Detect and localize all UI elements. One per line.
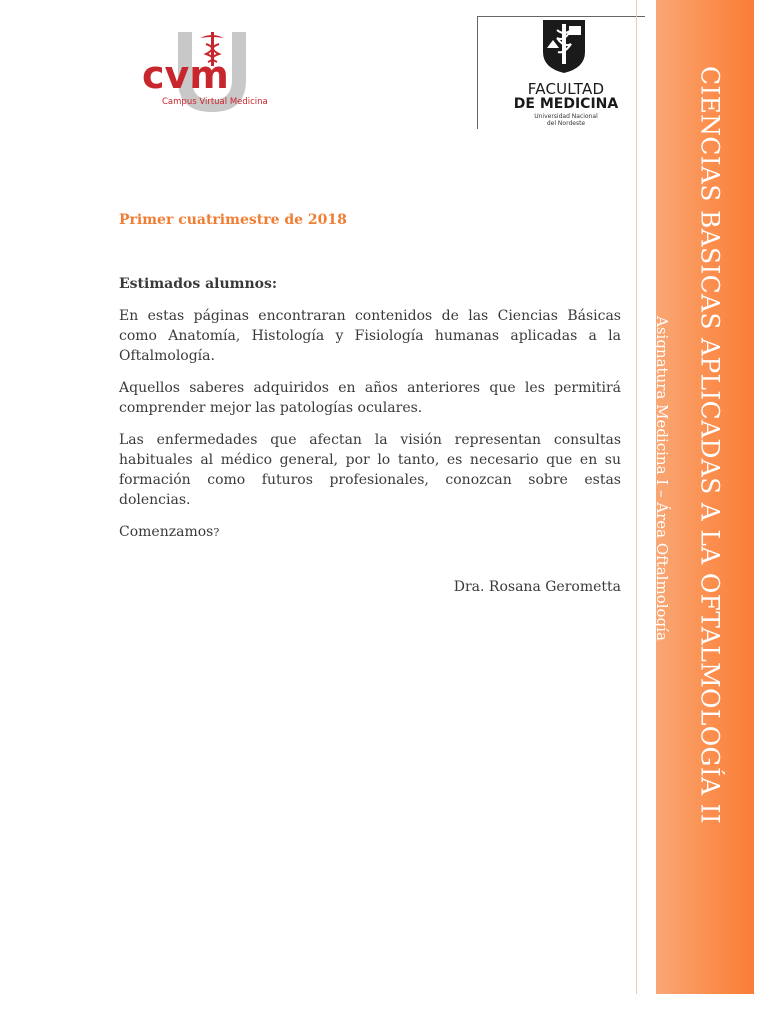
closing-mark: ? [213,526,220,539]
faculty-title-line1: FACULTAD [527,80,605,98]
sidebar-subtitle: Asignatura Medicina I – Área Oftalmología [653,316,671,641]
page-edge [754,0,768,1024]
semester-heading: Primer cuatrimestre de 2018 [119,212,347,228]
paragraph-1: En estas páginas encontraran contenidos de las Ciencias Básicas como Anatomía, Histología y Fisiología humanas aplicadas a la Oftalmología. [119,308,621,364]
faculty-sub-line2: del Nordeste [546,120,586,127]
cvm-logo [140,28,280,116]
faculty-sub-line1: Universidad Nacional [534,113,598,120]
logo-frame-left [477,16,478,129]
shield-icon [541,18,587,74]
faculty-university [516,113,616,127]
letter-body [119,210,621,611]
cvm-subtitle: Campus Virtual Medicina [162,97,268,107]
signature: Dra. Rosana Gerometta [453,579,621,595]
paragraph-2: Aquellos saberes adquiridos en años anteriores que les permitirá comprender mejor las patologías oculares. [119,380,621,416]
closing-line [119,522,621,543]
paragraph-3: Las enfermedades que afectan la visión representan consultas habituales al médico general, por lo tanto, es necesario que en su formación como futuros profesionales, conozcan sobre estas dolencias. [119,432,621,508]
cvm-letters: cvm [142,53,229,97]
closing-text: Comenzamos [119,524,214,540]
faculty-title-line2: DE MEDICINA [513,96,619,112]
sidebar-title: CIENCIAS BASICAS APLICADAS A LA OFTALMOLOGÍA II [695,66,725,824]
logo-frame-top [477,16,645,17]
divider-line [636,0,637,994]
greeting: Estimados alumnos: [119,276,278,292]
